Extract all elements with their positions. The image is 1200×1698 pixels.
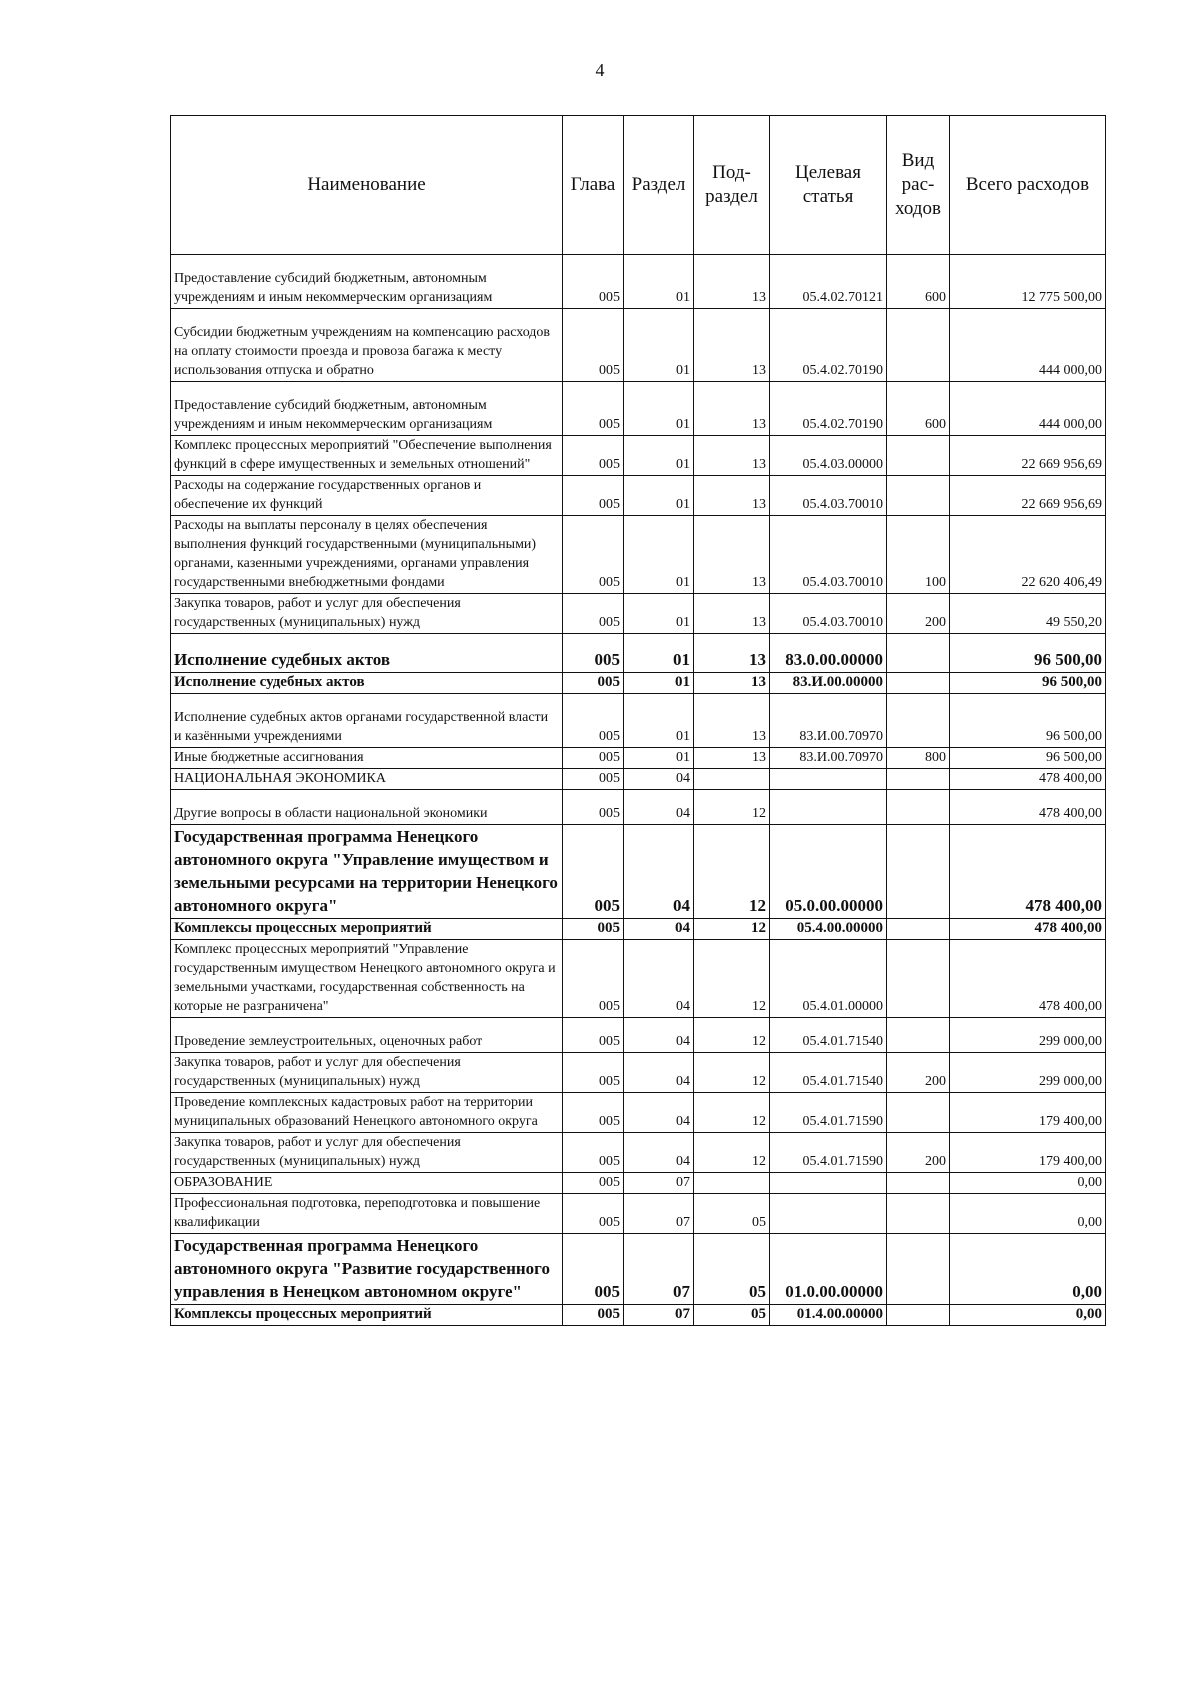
cell-subsection: 13: [694, 436, 770, 476]
cell-subsection: 13: [694, 748, 770, 769]
cell-name: Закупка товаров, работ и услуг для обеспечения государственных (муниципальных) нужд: [171, 1133, 563, 1173]
cell-name: Субсидии бюджетным учреждениям на компенсацию расходов на оплату стоимости проезда и провоза багажа к месту использования отпуска и обратно: [171, 309, 563, 382]
cell-type: [887, 825, 950, 919]
header-type: Вид рас-ходов: [887, 116, 950, 255]
cell-target: 83.И.00.70970: [770, 694, 887, 748]
cell-chapter: 005: [563, 516, 624, 594]
cell-type: 600: [887, 255, 950, 309]
header-subsection: Под-раздел: [694, 116, 770, 255]
cell-subsection: 13: [694, 382, 770, 436]
cell-total: 179 400,00: [950, 1093, 1106, 1133]
cell-name: Профессиональная подготовка, переподготовка и повышение квалификации: [171, 1194, 563, 1234]
cell-name: Исполнение судебных актов: [171, 673, 563, 694]
table-row: [171, 516, 1106, 594]
cell-total: 0,00: [950, 1173, 1106, 1194]
cell-section: 04: [624, 825, 694, 919]
table-row: [171, 1305, 1106, 1326]
cell-name: Предоставление субсидий бюджетным, автономным учреждениям и иным некоммерческим организациям: [171, 382, 563, 436]
cell-name: Комплексы процессных мероприятий: [171, 1305, 563, 1326]
cell-subsection: 13: [694, 694, 770, 748]
cell-total: 444 000,00: [950, 382, 1106, 436]
cell-subsection: 05: [694, 1305, 770, 1326]
cell-subsection: 12: [694, 940, 770, 1018]
table-row: [171, 476, 1106, 516]
cell-section: 01: [624, 436, 694, 476]
cell-type: 600: [887, 382, 950, 436]
cell-type: [887, 1173, 950, 1194]
cell-total: 22 620 406,49: [950, 516, 1106, 594]
cell-name: Государственная программа Ненецкого автономного округа "Управление имуществом и земельными ресурсами на территории Ненецкого автономного округа": [171, 825, 563, 919]
cell-type: 200: [887, 594, 950, 634]
cell-section: 07: [624, 1305, 694, 1326]
cell-section: 01: [624, 382, 694, 436]
cell-name: Проведение комплексных кадастровых работ на территории муниципальных образований Ненецкого автономного округа: [171, 1093, 563, 1133]
cell-name: Комплексы процессных мероприятий: [171, 919, 563, 940]
table-row: [171, 594, 1106, 634]
cell-target: [770, 790, 887, 825]
cell-subsection: 12: [694, 919, 770, 940]
cell-target: 01.0.00.00000: [770, 1234, 887, 1305]
table-row: [171, 1053, 1106, 1093]
cell-target: 05.4.00.00000: [770, 919, 887, 940]
cell-type: [887, 1234, 950, 1305]
header-chapter: Глава: [563, 116, 624, 255]
header-name: Наименование: [171, 116, 563, 255]
cell-total: 96 500,00: [950, 634, 1106, 673]
cell-total: 478 400,00: [950, 790, 1106, 825]
cell-section: 07: [624, 1194, 694, 1234]
cell-subsection: 12: [694, 1093, 770, 1133]
header-section: Раздел: [624, 116, 694, 255]
cell-chapter: 005: [563, 694, 624, 748]
cell-type: [887, 1194, 950, 1234]
cell-chapter: 005: [563, 1234, 624, 1305]
cell-subsection: 13: [694, 255, 770, 309]
header-target: Целевая статья: [770, 116, 887, 255]
cell-type: 800: [887, 748, 950, 769]
cell-type: [887, 769, 950, 790]
table-row: [171, 1234, 1106, 1305]
table-row: [171, 673, 1106, 694]
cell-name: Исполнение судебных актов: [171, 634, 563, 673]
cell-type: [887, 940, 950, 1018]
cell-target: 05.4.01.71540: [770, 1053, 887, 1093]
cell-section: 01: [624, 748, 694, 769]
cell-section: 04: [624, 919, 694, 940]
table-row: [171, 940, 1106, 1018]
table-row: [171, 255, 1106, 309]
cell-target: 83.0.00.00000: [770, 634, 887, 673]
cell-chapter: 005: [563, 1093, 624, 1133]
cell-section: 07: [624, 1173, 694, 1194]
cell-chapter: 005: [563, 594, 624, 634]
cell-total: 96 500,00: [950, 673, 1106, 694]
table-row: [171, 790, 1106, 825]
cell-type: [887, 436, 950, 476]
cell-type: [887, 790, 950, 825]
cell-chapter: 005: [563, 919, 624, 940]
cell-subsection: 05: [694, 1194, 770, 1234]
cell-chapter: 005: [563, 436, 624, 476]
cell-section: 04: [624, 1093, 694, 1133]
cell-total: 22 669 956,69: [950, 476, 1106, 516]
cell-subsection: [694, 1173, 770, 1194]
cell-total: 0,00: [950, 1194, 1106, 1234]
cell-name: Закупка товаров, работ и услуг для обеспечения государственных (муниципальных) нужд: [171, 594, 563, 634]
cell-name: Иные бюджетные ассигнования: [171, 748, 563, 769]
cell-target: [770, 1194, 887, 1234]
cell-target: [770, 769, 887, 790]
cell-chapter: 005: [563, 1133, 624, 1173]
cell-target: 05.4.02.70121: [770, 255, 887, 309]
cell-type: [887, 634, 950, 673]
cell-target: [770, 1173, 887, 1194]
cell-chapter: 005: [563, 673, 624, 694]
cell-target: 05.4.01.00000: [770, 940, 887, 1018]
cell-type: [887, 1093, 950, 1133]
cell-chapter: 005: [563, 476, 624, 516]
cell-name: ОБРАЗОВАНИЕ: [171, 1173, 563, 1194]
table-row: [171, 694, 1106, 748]
cell-subsection: 13: [694, 516, 770, 594]
cell-section: 01: [624, 694, 694, 748]
cell-section: 04: [624, 1133, 694, 1173]
cell-chapter: 005: [563, 1194, 624, 1234]
cell-name: Исполнение судебных актов органами государственной власти и казёнными учреждениями: [171, 694, 563, 748]
cell-subsection: 13: [694, 634, 770, 673]
cell-type: [887, 1018, 950, 1053]
cell-chapter: 005: [563, 1173, 624, 1194]
cell-name: Комплекс процессных мероприятий "Обеспечение выполнения функций в сфере имущественных и земельных отношений": [171, 436, 563, 476]
cell-total: 96 500,00: [950, 694, 1106, 748]
cell-target: 05.4.01.71590: [770, 1133, 887, 1173]
cell-chapter: 005: [563, 790, 624, 825]
cell-chapter: 005: [563, 769, 624, 790]
cell-section: 01: [624, 516, 694, 594]
cell-chapter: 005: [563, 748, 624, 769]
cell-subsection: 13: [694, 476, 770, 516]
cell-total: 22 669 956,69: [950, 436, 1106, 476]
cell-target: 05.4.03.00000: [770, 436, 887, 476]
cell-total: 96 500,00: [950, 748, 1106, 769]
cell-subsection: 12: [694, 1018, 770, 1053]
cell-target: 01.4.00.00000: [770, 1305, 887, 1326]
cell-total: 478 400,00: [950, 940, 1106, 1018]
table-row: [171, 748, 1106, 769]
cell-section: 04: [624, 790, 694, 825]
cell-total: 299 000,00: [950, 1053, 1106, 1093]
cell-section: 04: [624, 1053, 694, 1093]
cell-total: 478 400,00: [950, 769, 1106, 790]
cell-name: Другие вопросы в области национальной экономики: [171, 790, 563, 825]
cell-total: 0,00: [950, 1234, 1106, 1305]
cell-name: Комплекс процессных мероприятий "Управление государственным имуществом Ненецкого автономного округа и земельными участками, государственная собственность на которые не разграничена": [171, 940, 563, 1018]
cell-target: 05.4.03.70010: [770, 516, 887, 594]
cell-chapter: 005: [563, 309, 624, 382]
cell-subsection: [694, 769, 770, 790]
cell-target: 83.И.00.00000: [770, 673, 887, 694]
cell-chapter: 005: [563, 825, 624, 919]
cell-type: [887, 309, 950, 382]
table-body: [171, 255, 1106, 1326]
cell-total: 179 400,00: [950, 1133, 1106, 1173]
cell-name: Государственная программа Ненецкого автономного округа "Развитие государственного управления в Ненецком автономном округе": [171, 1234, 563, 1305]
cell-subsection: 13: [694, 673, 770, 694]
cell-type: [887, 919, 950, 940]
cell-chapter: 005: [563, 1305, 624, 1326]
cell-section: 07: [624, 1234, 694, 1305]
table-row: [171, 436, 1106, 476]
cell-section: 04: [624, 1018, 694, 1053]
cell-target: 05.4.03.70010: [770, 476, 887, 516]
cell-chapter: 005: [563, 940, 624, 1018]
cell-type: [887, 673, 950, 694]
cell-name: Расходы на содержание государственных органов и обеспечение их функций: [171, 476, 563, 516]
cell-section: 01: [624, 255, 694, 309]
cell-total: 478 400,00: [950, 919, 1106, 940]
table-row: [171, 1173, 1106, 1194]
cell-section: 04: [624, 940, 694, 1018]
cell-type: [887, 476, 950, 516]
budget-table: [170, 115, 1106, 1326]
table-row: [171, 309, 1106, 382]
cell-type: 100: [887, 516, 950, 594]
cell-chapter: 005: [563, 1018, 624, 1053]
cell-subsection: 13: [694, 309, 770, 382]
table-row: [171, 382, 1106, 436]
cell-type: 200: [887, 1053, 950, 1093]
cell-type: [887, 1305, 950, 1326]
cell-total: 478 400,00: [950, 825, 1106, 919]
cell-chapter: 005: [563, 382, 624, 436]
cell-target: 83.И.00.70970: [770, 748, 887, 769]
table-row: [171, 1018, 1106, 1053]
table-row: [171, 1093, 1106, 1133]
cell-type: 200: [887, 1133, 950, 1173]
cell-type: [887, 694, 950, 748]
cell-section: 01: [624, 476, 694, 516]
table-row: [171, 919, 1106, 940]
cell-total: 444 000,00: [950, 309, 1106, 382]
cell-subsection: 12: [694, 1053, 770, 1093]
cell-name: Закупка товаров, работ и услуг для обеспечения государственных (муниципальных) нужд: [171, 1053, 563, 1093]
cell-name: Предоставление субсидий бюджетным, автономным учреждениям и иным некоммерческим организациям: [171, 255, 563, 309]
cell-subsection: 12: [694, 790, 770, 825]
cell-total: 49 550,20: [950, 594, 1106, 634]
cell-name: Расходы на выплаты персоналу в целях обеспечения выполнения функций государственными (муниципальными) органами, казенными учреждениями, органами управления государственными внебюджетными фондами: [171, 516, 563, 594]
cell-target: 05.4.01.71590: [770, 1093, 887, 1133]
cell-chapter: 005: [563, 255, 624, 309]
table-row: [171, 634, 1106, 673]
cell-total: 12 775 500,00: [950, 255, 1106, 309]
table-row: [171, 769, 1106, 790]
cell-subsection: 05: [694, 1234, 770, 1305]
page-number: 4: [595, 60, 605, 80]
cell-total: 299 000,00: [950, 1018, 1106, 1053]
table-row: [171, 1133, 1106, 1173]
cell-name: Проведение землеустроительных, оценочных работ: [171, 1018, 563, 1053]
cell-chapter: 005: [563, 634, 624, 673]
cell-section: 01: [624, 594, 694, 634]
cell-target: 05.4.03.70010: [770, 594, 887, 634]
cell-section: 01: [624, 309, 694, 382]
cell-target: 05.4.02.70190: [770, 309, 887, 382]
cell-subsection: 12: [694, 825, 770, 919]
table-header-row: [171, 116, 1106, 255]
cell-subsection: 13: [694, 594, 770, 634]
cell-chapter: 005: [563, 1053, 624, 1093]
cell-name: НАЦИОНАЛЬНАЯ ЭКОНОМИКА: [171, 769, 563, 790]
cell-target: 05.0.00.00000: [770, 825, 887, 919]
cell-section: 01: [624, 634, 694, 673]
cell-section: 04: [624, 769, 694, 790]
table-row: [171, 1194, 1106, 1234]
table-row: [171, 825, 1106, 919]
cell-target: 05.4.02.70190: [770, 382, 887, 436]
header-total: Всего расходов: [950, 116, 1106, 255]
cell-total: 0,00: [950, 1305, 1106, 1326]
cell-target: 05.4.01.71540: [770, 1018, 887, 1053]
cell-subsection: 12: [694, 1133, 770, 1173]
cell-section: 01: [624, 673, 694, 694]
